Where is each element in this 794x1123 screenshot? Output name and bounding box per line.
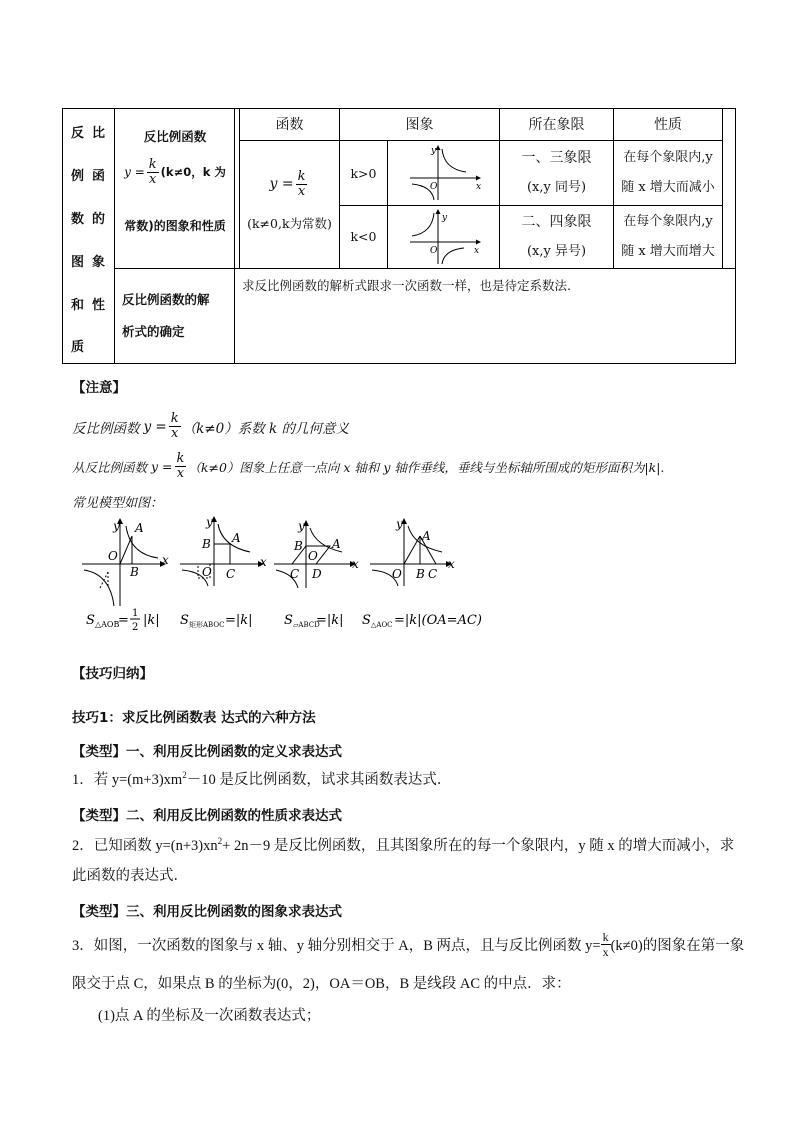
model-4-figure xyxy=(370,517,455,586)
model-4-label-c: C xyxy=(428,567,438,581)
row1-formula: y = $\frac{k}{x}$ (k≠0，k 为 xyxy=(124,156,226,187)
type-2-heading: 【类型】二、利用反比例函数的性质求表达式 xyxy=(72,808,342,824)
svg-text:=|k|: =|k| xyxy=(225,613,253,628)
question-3-sub-1: (1)点 A 的坐标及一次函数表达式； xyxy=(98,1008,321,1024)
svg-text:S: S xyxy=(86,613,95,628)
question-2-line-2: 此函数的表达式． xyxy=(72,868,188,884)
type-1-heading: 【类型】一、利用反比例函数的定义求表达式 xyxy=(72,744,342,760)
graph2-x-label: x xyxy=(474,246,480,256)
svg-text:2: 2 xyxy=(132,622,139,633)
svg-text:△AOB: △AOB xyxy=(95,620,120,629)
function-condition: (k≠0,k为常数) xyxy=(247,216,332,231)
svg-text:1: 1 xyxy=(132,608,139,619)
svg-text:|k|: |k| xyxy=(143,613,160,628)
model-3-label-c: C xyxy=(290,567,300,581)
model-2-label-a: A xyxy=(232,531,241,545)
svg-text:S: S xyxy=(284,613,293,628)
model-2-label-c: C xyxy=(226,567,236,581)
case2-prop-2: 随 x 增大而增大 xyxy=(621,244,715,259)
case1-prop-2: 随 x 增大而减小 xyxy=(621,180,715,195)
graph2-y-label: y xyxy=(442,213,448,223)
graph1-x-label: x xyxy=(476,182,482,192)
graph1-o-label: O xyxy=(430,182,438,192)
row2-title-2: 析式的确定 xyxy=(122,324,185,339)
row2-title-1: 反比例函数的解 xyxy=(122,292,210,307)
svg-text:S: S xyxy=(362,613,371,628)
type-3-heading: 【类型】三、利用反比例函数的图象求表达式 xyxy=(72,904,342,920)
model-2-label-x: x xyxy=(260,555,267,569)
model-2-label-y: y xyxy=(206,516,213,529)
svg-text:=|k|: =|k| xyxy=(316,613,344,628)
model-3-label-o: O xyxy=(308,549,318,563)
graph-k-positive xyxy=(404,144,484,202)
models-diagram xyxy=(80,516,500,634)
model-3-formula xyxy=(284,613,344,629)
model-3-figure xyxy=(274,519,359,588)
model-4-label-b: B xyxy=(416,567,425,581)
header-function: 函数 xyxy=(275,117,304,133)
case1-quadrant-1: 一、三象限 xyxy=(521,150,592,166)
case1-quadrant-2: (x,y 同号) xyxy=(526,180,587,195)
row1-desc: 常数)的图象和性质 xyxy=(124,219,226,233)
model-2-label-o: O xyxy=(202,565,212,579)
model-4-label-x: x xyxy=(448,557,455,571)
note-line-2: 从反比例函数 y = $\frac{k}{x}$ （k≠0）图象上任意一点向 x 轴和 y 轴作垂线，垂线与坐标轴所围成的矩形面积为|k|. xyxy=(72,451,665,481)
header-quadrant: 所在象限 xyxy=(528,117,585,133)
header-property: 性质 xyxy=(654,117,682,133)
model-3-label-y: y xyxy=(298,519,305,533)
case2-quadrant-1: 二、四象限 xyxy=(521,214,592,230)
model-2-formula xyxy=(180,613,253,629)
svg-text:矩形ABOC: 矩形ABOC xyxy=(189,621,225,629)
question-3-line-2: 限交于点 C，如果点 B 的坐标为(0，2)，OA＝OB，B 是线段 AC 的中点．求： xyxy=(72,976,571,992)
model-4-label-y: y xyxy=(396,517,403,531)
model-2-label-b: B xyxy=(202,537,211,551)
model-1-label-b: B xyxy=(130,565,139,579)
note-line-1: 反比例函数 y = $\frac{k}{x}$ （k≠0）系数 k 的几何意义 xyxy=(72,411,349,441)
row1-title: 反比例函数 xyxy=(143,129,207,144)
note-line-3: 常见模型如图： xyxy=(72,496,164,511)
model-3-label-x: x xyxy=(352,557,359,571)
tip-1-title: 技巧1：求反比例函数表 达式的六种方法 xyxy=(72,710,316,726)
model-2-figure xyxy=(180,516,267,586)
case2-prop-1: 在每个象限内,y xyxy=(623,214,713,229)
svg-text:△AOC: △AOC xyxy=(371,621,393,629)
row2-content: 求反比例函数的解析式跟求一次函数一样，也是待定系数法. xyxy=(242,278,571,293)
model-1-figure xyxy=(82,518,169,606)
model-3-label-b: B xyxy=(294,539,303,553)
question-2-line-1: 2．已知函数 $y=(n+3)xn^2+ 2n-9$ 是反比例函数，且其图象所在的每一个象限内，y 随 x 的增大而减小，求 xyxy=(72,836,735,854)
properties-table: 反 比 例 函 数 的 图 象 和 性 质 反比例函数 y = $\frac{k}{x}$ (k≠0，k 为 常数)的图象和性质 函数 图象 所在象限 性质 y = $\frac{k}{x}$ (k≠0,k为常数) k>0 y x O 一、三象限 (x,y 同号) 在每个象限内,y 随 x 增大而减小 k<0 y x O 二、四象限 (x,y 异号) 在每个象限内,y 随 x 增大而增大 反比例函数的解 析式的确定 求反比例函数的解析式跟求一次函数一样，也是待定系数法. xyxy=(62,108,736,364)
note-heading: 【注意】 xyxy=(72,380,126,396)
case1-condition: k>0 xyxy=(350,165,377,181)
model-1-label-o: O xyxy=(108,549,118,563)
case2-condition: k<0 xyxy=(350,229,377,244)
question-1: 1．若 $y=(m+3)xm^2-10$ 是反比例函数，试求其函数表达式． xyxy=(72,770,452,788)
model-4-label-a: A xyxy=(422,529,431,543)
svg-text:▱ABCD: ▱ABCD xyxy=(293,621,320,629)
case2-quadrant-2: (x,y 异号) xyxy=(526,244,587,259)
model-3-label-d: D xyxy=(312,567,322,581)
tips-heading: 【技巧归纳】 xyxy=(72,666,153,682)
question-3-line-1: 3．如图，一次函数的图象与 x 轴、y 轴分别相交于 A，B 两点，且与反比例函数 y= $\frac{k}{x}$ (k≠0)的图象在第一象 xyxy=(72,930,745,959)
model-1-label-a: A xyxy=(135,521,144,535)
case1-prop-1: 在每个象限内,y xyxy=(623,150,713,165)
model-4-label-o: O xyxy=(392,567,402,581)
svg-text:=|k|(OA=AC): =|k|(OA=AC) xyxy=(394,613,482,628)
svg-text:S: S xyxy=(180,613,189,628)
svg-text:=: = xyxy=(118,613,129,628)
model-3-label-a: A xyxy=(332,537,341,551)
graph2-o-label: O xyxy=(430,246,438,256)
model-1-label-x: x xyxy=(162,553,169,567)
graph1-y-label: y xyxy=(431,146,437,156)
model-1-label-y: y xyxy=(113,519,120,533)
graph-k-negative xyxy=(404,208,484,266)
model-1-formula xyxy=(86,608,160,633)
model-4-formula xyxy=(362,613,482,629)
function-formula: y = $\frac{k}{x}$ xyxy=(269,168,306,199)
header-graph: 图象 xyxy=(405,117,434,133)
